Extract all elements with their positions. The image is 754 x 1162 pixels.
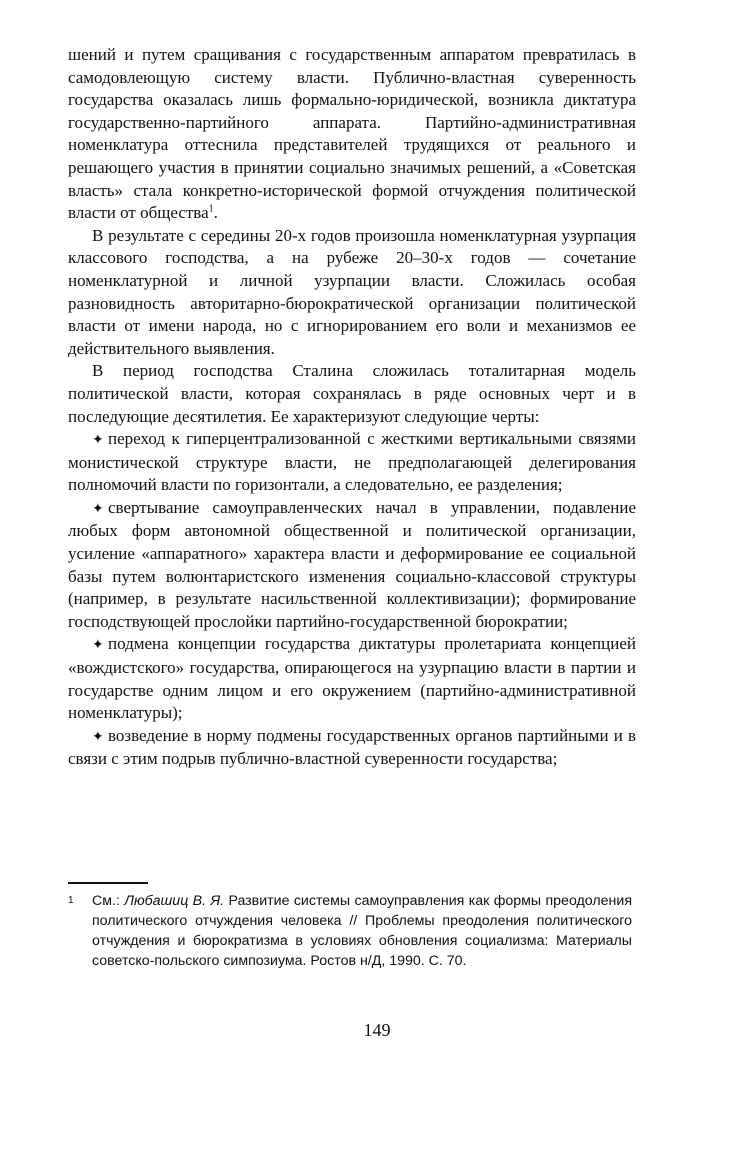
paragraph-totalitarian-model: В период господства Сталина сложилась тоталитарная модель политической власти, которая сохранялась в ряде основных черт и в последующие десятилетия. Ее характеризуют следующие черты: [68, 361, 636, 426]
bullet-item: ✦ свертывание самоуправленческих начал в управлении, подавление любых форм автономной общественной и политической организации, усиление «аппаратного» характера власти и деформирование ее социальной базы путем волюнтаристского изменения социально-классовой структуры (например, в результате насильственной коллективизации); формирование господствующей прослойки партийно-государственной бюрократии; [68, 497, 636, 631]
bullet-item: ✦ возведение в норму подмены государственных органов партийными и в связи с этим подрыв публично-властной суверенности государства; [68, 725, 636, 769]
star-bullet-icon: ✦ [92, 637, 104, 654]
star-bullet-icon: ✦ [92, 728, 104, 745]
footnote-reference[interactable]: 1 [208, 203, 214, 215]
footnote-divider [68, 882, 148, 884]
paragraph-usurpation: В результате с середины 20-х годов произошла номенклатурная узурпация классового господства, а на рубеже 20–30-х годов — сочетание номенклатурной и личной узурпации власти. Сложилась особая разновидность авторитарно-бюрократической организации политической власти от имени народа, но с игнорированием его воли и механизмов ее действительного выявления. [68, 225, 636, 358]
bullet-item: ✦ подмена концепции государства диктатуры пролетариата концепцией «вождистского» государства, опирающегося на узурпацию власти в партии и государстве одним лицом и его окружением (партийно-административной номенклатуры); [68, 634, 636, 723]
main-text [68, 44, 636, 771]
star-bullet-icon: ✦ [92, 500, 104, 517]
footnote-author: Любашиц В. Я. [124, 893, 225, 909]
footnote-body: См.: Любашиц В. Я. Развитие системы самоуправления как формы преодоления политического отчуждения человека // Проблемы преодоления политического отчуждения и бюрократизма в условиях обновления социализма: Материалы советско-польского симпозиума. Ростов н/Д, 1990. С. 70. [92, 893, 632, 969]
footnote-mark: 1 [68, 895, 74, 906]
paragraph-continuation: шений и путем сращивания с государственным аппаратом превратилась в самодовлеющую систему власти. Публично-властная суверенность государства оказалась лишь формально-юридической, возникла диктатура государственно-партийного аппарата. Партийно-административная номенклатура оттеснила представителей трудящихся от реального и решающего участия в принятии социально значимых решений, а «Советская власть» стала конкретно-исторической формой отчуждения политической власти от общества$^1$. [68, 45, 636, 223]
footnote [68, 891, 636, 971]
star-bullet-icon: ✦ [92, 432, 104, 449]
bullet-item: ✦ переход к гиперцентрализованной с жесткими вертикальными связями монистической структуре власти, не предполагающей делегирования полномочий власти по горизонтали, а следовательно, ее разделения; [68, 429, 636, 495]
page-number: 149 [363, 1020, 391, 1040]
